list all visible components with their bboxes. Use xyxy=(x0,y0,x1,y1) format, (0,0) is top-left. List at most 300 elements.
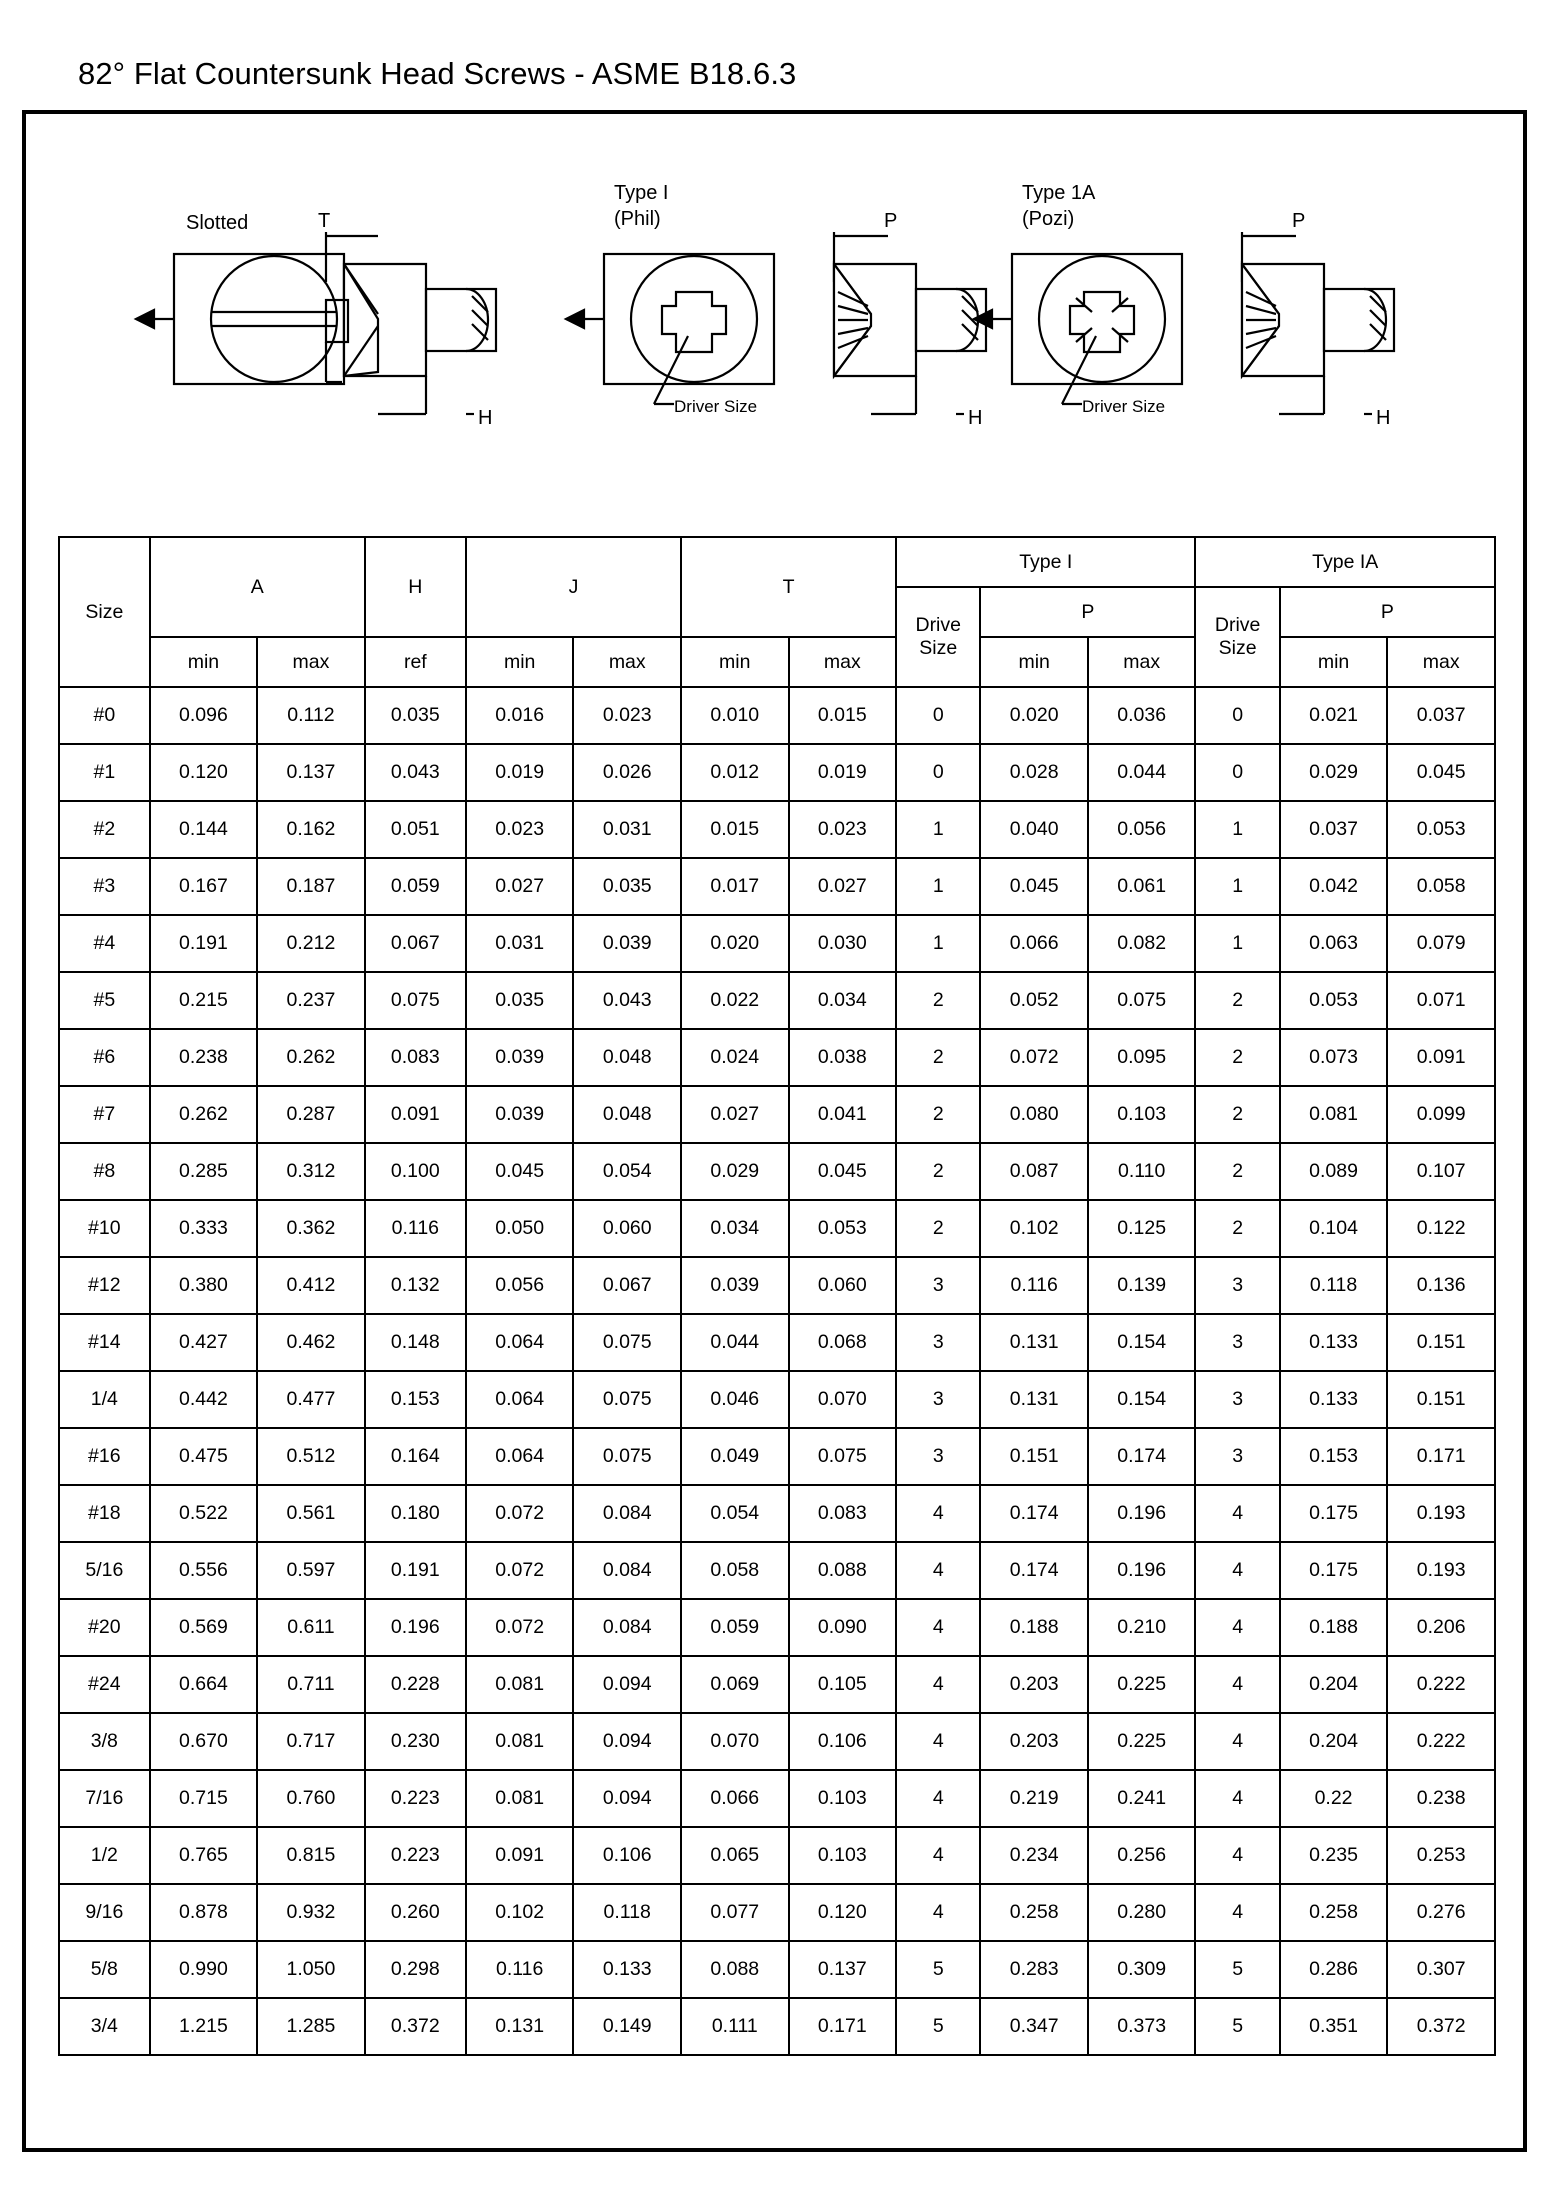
table-row xyxy=(59,1086,1495,1143)
table-head xyxy=(59,537,1495,687)
cell-value: 0.187 xyxy=(257,858,365,915)
cell-value: 0.225 xyxy=(1088,1713,1196,1770)
cell-value: 0.188 xyxy=(980,1599,1088,1656)
cell-value: 0.116 xyxy=(466,1941,574,1998)
cell-size: 1/4 xyxy=(59,1371,150,1428)
th-type-i-p: P xyxy=(980,587,1195,637)
cell-value: 0.148 xyxy=(365,1314,466,1371)
cell-value: 0.717 xyxy=(257,1713,365,1770)
cell-value: 0.137 xyxy=(257,744,365,801)
cell-value: 0.035 xyxy=(466,972,574,1029)
cell-value: 4 xyxy=(896,1542,980,1599)
cell-value: 3 xyxy=(896,1428,980,1485)
cell-size: #5 xyxy=(59,972,150,1029)
cell-value: 2 xyxy=(1195,1086,1279,1143)
cell-value: 0.073 xyxy=(1280,1029,1388,1086)
cell-value: 0.203 xyxy=(980,1656,1088,1713)
cell-size: 7/16 xyxy=(59,1770,150,1827)
cell-value: 0.333 xyxy=(150,1200,258,1257)
table-row xyxy=(59,1257,1495,1314)
cell-value: 0.069 xyxy=(681,1656,789,1713)
cell-value: 0.175 xyxy=(1280,1485,1388,1542)
cell-value: 0.075 xyxy=(573,1371,681,1428)
cell-value: 1.285 xyxy=(257,1998,365,2055)
cell-value: 0.196 xyxy=(1088,1542,1196,1599)
cell-value: 4 xyxy=(896,1770,980,1827)
diagram-label-type-i-line1: Type I xyxy=(614,182,669,204)
cell-value: 0.067 xyxy=(573,1257,681,1314)
cell-value: 2 xyxy=(1195,1029,1279,1086)
cell-size: 3/8 xyxy=(59,1713,150,1770)
table-row xyxy=(59,1143,1495,1200)
slotted-side-view xyxy=(318,210,496,429)
cell-value: 0.061 xyxy=(1088,858,1196,915)
cell-value: 0.083 xyxy=(789,1485,897,1542)
cell-value: 0.222 xyxy=(1387,1713,1495,1770)
cell-value: 0.094 xyxy=(573,1713,681,1770)
cell-value: 0.204 xyxy=(1280,1713,1388,1770)
cell-value: 0.569 xyxy=(150,1599,258,1656)
cell-value: 0.019 xyxy=(789,744,897,801)
cell-value: 0.072 xyxy=(980,1029,1088,1086)
th-type-i-drive-line1: Drive xyxy=(915,614,961,636)
cell-value: 0.206 xyxy=(1387,1599,1495,1656)
table-row xyxy=(59,915,1495,972)
cell-value: 0.081 xyxy=(466,1713,574,1770)
cell-value: 0.079 xyxy=(1387,915,1495,972)
cell-value: 0.103 xyxy=(789,1770,897,1827)
dimensions-table xyxy=(58,536,1496,2056)
cell-value: 0.046 xyxy=(681,1371,789,1428)
cell-value: 0.258 xyxy=(980,1884,1088,1941)
cell-value: 0.044 xyxy=(681,1314,789,1371)
th-type-ia-p-max: max xyxy=(1387,637,1495,687)
cell-value: 0.105 xyxy=(789,1656,897,1713)
screw-head-drawings xyxy=(26,114,1526,529)
cell-size: #12 xyxy=(59,1257,150,1314)
table-row xyxy=(59,1713,1495,1770)
cell-value: 0.068 xyxy=(789,1314,897,1371)
th-type-ia-drive-line1: Drive xyxy=(1214,614,1261,636)
cell-value: 0.107 xyxy=(1387,1143,1495,1200)
cell-value: 0.151 xyxy=(1387,1371,1495,1428)
th-j-min: min xyxy=(466,637,574,687)
cell-value: 0.081 xyxy=(466,1770,574,1827)
cell-value: 4 xyxy=(896,1827,980,1884)
cell-value: 0.017 xyxy=(681,858,789,915)
cell-value: 0.427 xyxy=(150,1314,258,1371)
cell-value: 2 xyxy=(896,972,980,1029)
cell-value: 0.103 xyxy=(789,1827,897,1884)
svg-text:P: P xyxy=(884,210,898,232)
th-j-max: max xyxy=(573,637,681,687)
table-row xyxy=(59,687,1495,744)
cell-value: 0.362 xyxy=(257,1200,365,1257)
table-row xyxy=(59,1884,1495,1941)
cell-value: 0.153 xyxy=(365,1371,466,1428)
cell-value: 4 xyxy=(896,1713,980,1770)
cell-value: 0.039 xyxy=(573,915,681,972)
diagram-label-type-1a-line1: Type 1A xyxy=(1022,182,1096,204)
cell-value: 0.151 xyxy=(980,1428,1088,1485)
th-type-ia-p: P xyxy=(1280,587,1495,637)
cell-value: 0.041 xyxy=(789,1086,897,1143)
cell-size: 3/4 xyxy=(59,1998,150,2055)
cell-value: 0.561 xyxy=(257,1485,365,1542)
cell-value: 0.035 xyxy=(365,687,466,744)
table-row xyxy=(59,1827,1495,1884)
cell-value: 0.110 xyxy=(1088,1143,1196,1200)
cell-value: 2 xyxy=(896,1029,980,1086)
cell-value: 0.372 xyxy=(1387,1998,1495,2055)
cell-value: 0.042 xyxy=(1280,858,1388,915)
cell-value: 0.522 xyxy=(150,1485,258,1542)
th-type-ia-drive-size xyxy=(1195,587,1279,687)
diagram-band xyxy=(26,114,1523,524)
cell-value: 0.088 xyxy=(681,1941,789,1998)
cell-value: 0.043 xyxy=(573,972,681,1029)
cell-value: 0.711 xyxy=(257,1656,365,1713)
cell-value: 0.052 xyxy=(980,972,1088,1029)
cell-value: 0.035 xyxy=(573,858,681,915)
cell-value: 0.196 xyxy=(1088,1485,1196,1542)
cell-value: 0.258 xyxy=(1280,1884,1388,1941)
cell-value: 3 xyxy=(896,1314,980,1371)
cell-value: 0.083 xyxy=(365,1029,466,1086)
cell-value: 0.223 xyxy=(365,1770,466,1827)
svg-text:H: H xyxy=(478,407,493,429)
cell-value: 3 xyxy=(1195,1257,1279,1314)
th-t: T xyxy=(681,537,896,637)
cell-value: 0.287 xyxy=(257,1086,365,1143)
cell-value: 0.099 xyxy=(1387,1086,1495,1143)
cell-value: 0.082 xyxy=(1088,915,1196,972)
cell-value: 1 xyxy=(896,858,980,915)
cell-value: 0.153 xyxy=(1280,1428,1388,1485)
th-type-i-p-max: max xyxy=(1088,637,1196,687)
cell-value: 0.096 xyxy=(150,687,258,744)
cell-value: 0.019 xyxy=(466,744,574,801)
cell-value: 0.990 xyxy=(150,1941,258,1998)
table-row xyxy=(59,1656,1495,1713)
cell-value: 4 xyxy=(896,1884,980,1941)
cell-value: 0.171 xyxy=(789,1998,897,2055)
cell-value: 0.283 xyxy=(980,1941,1088,1998)
cell-value: 3 xyxy=(1195,1314,1279,1371)
cell-value: 0 xyxy=(1195,744,1279,801)
cell-value: 0.053 xyxy=(1387,801,1495,858)
cell-value: 0.102 xyxy=(980,1200,1088,1257)
cell-value: 2 xyxy=(1195,972,1279,1029)
cell-value: 0.120 xyxy=(150,744,258,801)
cell-size: #8 xyxy=(59,1143,150,1200)
cell-value: 0.031 xyxy=(466,915,574,972)
cell-value: 0.878 xyxy=(150,1884,258,1941)
cell-value: 0.020 xyxy=(980,687,1088,744)
cell-value: 0.075 xyxy=(573,1428,681,1485)
cell-value: 0.196 xyxy=(365,1599,466,1656)
th-t-min: min xyxy=(681,637,789,687)
cell-value: 0.597 xyxy=(257,1542,365,1599)
cell-value: 0.151 xyxy=(1387,1314,1495,1371)
cell-value: 0.104 xyxy=(1280,1200,1388,1257)
cell-value: 0.219 xyxy=(980,1770,1088,1827)
cell-value: 0.475 xyxy=(150,1428,258,1485)
cell-size: 5/16 xyxy=(59,1542,150,1599)
slotted-top-view xyxy=(136,254,344,384)
cell-value: 0.222 xyxy=(1387,1656,1495,1713)
cell-value: 0.149 xyxy=(573,1998,681,2055)
cell-value: 0.164 xyxy=(365,1428,466,1485)
svg-text:T: T xyxy=(318,210,331,232)
cell-size: #2 xyxy=(59,801,150,858)
cell-value: 0.171 xyxy=(1387,1428,1495,1485)
cell-value: 0.038 xyxy=(789,1029,897,1086)
cell-value: 0.210 xyxy=(1088,1599,1196,1656)
cell-value: 0.067 xyxy=(365,915,466,972)
type-i-side-view xyxy=(834,210,986,429)
cell-value: 2 xyxy=(896,1086,980,1143)
cell-value: 0.234 xyxy=(980,1827,1088,1884)
cell-size: 5/8 xyxy=(59,1941,150,1998)
cell-value: 0.715 xyxy=(150,1770,258,1827)
cell-value: 0.286 xyxy=(1280,1941,1388,1998)
cell-value: 0.133 xyxy=(1280,1371,1388,1428)
cell-value: 0 xyxy=(896,687,980,744)
cell-value: 0.072 xyxy=(466,1542,574,1599)
cell-value: 0.070 xyxy=(681,1713,789,1770)
cell-value: 0.765 xyxy=(150,1827,258,1884)
diagram-label-slotted: Slotted xyxy=(186,212,249,234)
table-row xyxy=(59,1371,1495,1428)
cell-value: 0.044 xyxy=(1088,744,1196,801)
cell-value: 0.100 xyxy=(365,1143,466,1200)
cell-value: 4 xyxy=(1195,1485,1279,1542)
cell-value: 0.037 xyxy=(1280,801,1388,858)
cell-value: 0.154 xyxy=(1088,1371,1196,1428)
cell-size: 9/16 xyxy=(59,1884,150,1941)
th-a-min: min xyxy=(150,637,258,687)
driver-size-callout-type-1a: Driver Size xyxy=(1082,397,1166,416)
cell-value: 0.048 xyxy=(573,1029,681,1086)
table-row xyxy=(59,801,1495,858)
cell-value: 0.060 xyxy=(789,1257,897,1314)
svg-text:H: H xyxy=(1376,407,1391,429)
cell-value: 0.015 xyxy=(681,801,789,858)
cell-value: 0.238 xyxy=(1387,1770,1495,1827)
table-row xyxy=(59,1485,1495,1542)
cell-value: 0.174 xyxy=(980,1542,1088,1599)
cell-value: 0.228 xyxy=(365,1656,466,1713)
cell-value: 0.090 xyxy=(789,1599,897,1656)
cell-value: 0.188 xyxy=(1280,1599,1388,1656)
cell-value: 0.077 xyxy=(681,1884,789,1941)
cell-value: 2 xyxy=(896,1200,980,1257)
cell-value: 3 xyxy=(896,1257,980,1314)
th-a: A xyxy=(150,537,365,637)
cell-value: 0.137 xyxy=(789,1941,897,1998)
cell-value: 0.351 xyxy=(1280,1998,1388,2055)
cell-size: #3 xyxy=(59,858,150,915)
cell-value: 0.477 xyxy=(257,1371,365,1428)
th-a-max: max xyxy=(257,637,365,687)
cell-value: 0.081 xyxy=(466,1656,574,1713)
cell-value: 0.027 xyxy=(789,858,897,915)
cell-value: 0.065 xyxy=(681,1827,789,1884)
cell-value: 0.106 xyxy=(573,1827,681,1884)
cell-value: 0.238 xyxy=(150,1029,258,1086)
cell-value: 0.054 xyxy=(573,1143,681,1200)
cell-value: 0.144 xyxy=(150,801,258,858)
page-title: 82° Flat Countersunk Head Screws - ASME B18.6.3 xyxy=(78,56,797,91)
cell-value: 0.611 xyxy=(257,1599,365,1656)
type-i-top-view xyxy=(566,254,774,416)
cell-value: 0.075 xyxy=(365,972,466,1029)
cell-value: 0.815 xyxy=(257,1827,365,1884)
cell-value: 0.131 xyxy=(980,1371,1088,1428)
cell-value: 0.089 xyxy=(1280,1143,1388,1200)
cell-value: 0.050 xyxy=(466,1200,574,1257)
cell-value: 0.203 xyxy=(980,1713,1088,1770)
cell-value: 0.066 xyxy=(681,1770,789,1827)
cell-value: 4 xyxy=(896,1485,980,1542)
th-type-i: Type I xyxy=(896,537,1195,587)
cell-value: 4 xyxy=(1195,1770,1279,1827)
th-j: J xyxy=(466,537,681,637)
cell-size: #10 xyxy=(59,1200,150,1257)
cell-size: #24 xyxy=(59,1656,150,1713)
cell-value: 0.091 xyxy=(466,1827,574,1884)
cell-value: 0.075 xyxy=(1088,972,1196,1029)
cell-size: #18 xyxy=(59,1485,150,1542)
cell-value: 0.040 xyxy=(980,801,1088,858)
th-type-i-drive-size xyxy=(896,587,980,687)
cell-value: 0.056 xyxy=(466,1257,574,1314)
table-row xyxy=(59,1314,1495,1371)
cell-value: 0.080 xyxy=(980,1086,1088,1143)
cell-value: 0.091 xyxy=(365,1086,466,1143)
cell-value: 0.045 xyxy=(789,1143,897,1200)
cell-value: 0.059 xyxy=(681,1599,789,1656)
cell-value: 0.664 xyxy=(150,1656,258,1713)
cell-value: 0.053 xyxy=(1280,972,1388,1029)
cell-value: 0.111 xyxy=(681,1998,789,2055)
cell-value: 1 xyxy=(896,915,980,972)
th-h: H xyxy=(365,537,466,637)
cell-value: 0.026 xyxy=(573,744,681,801)
cell-value: 0.309 xyxy=(1088,1941,1196,1998)
th-h-ref: ref xyxy=(365,637,466,687)
table-row xyxy=(59,1998,1495,2055)
cell-value: 0.215 xyxy=(150,972,258,1029)
cell-value: 0.012 xyxy=(681,744,789,801)
cell-value: 0.307 xyxy=(1387,1941,1495,1998)
cell-value: 0.116 xyxy=(980,1257,1088,1314)
cell-value: 0.045 xyxy=(466,1143,574,1200)
cell-value: 0.081 xyxy=(1280,1086,1388,1143)
cell-value: 4 xyxy=(1195,1884,1279,1941)
cell-value: 0.088 xyxy=(789,1542,897,1599)
cell-value: 0.462 xyxy=(257,1314,365,1371)
cell-value: 0.131 xyxy=(980,1314,1088,1371)
cell-value: 0.087 xyxy=(980,1143,1088,1200)
cell-value: 0.22 xyxy=(1280,1770,1388,1827)
cell-value: 0.154 xyxy=(1088,1314,1196,1371)
dimensions-table-wrap xyxy=(58,536,1496,2056)
cell-value: 0.094 xyxy=(573,1656,681,1713)
cell-value: 0.193 xyxy=(1387,1542,1495,1599)
cell-value: 0.132 xyxy=(365,1257,466,1314)
cell-value: 0.412 xyxy=(257,1257,365,1314)
cell-value: 0.034 xyxy=(789,972,897,1029)
cell-value: 0.048 xyxy=(573,1086,681,1143)
cell-value: 0.191 xyxy=(150,915,258,972)
cell-value: 0.180 xyxy=(365,1485,466,1542)
table-row xyxy=(59,1941,1495,1998)
diagram-label-type-i-line2: (Phil) xyxy=(614,208,661,230)
cell-value: 5 xyxy=(1195,1941,1279,1998)
cell-value: 0.064 xyxy=(466,1428,574,1485)
cell-value: 4 xyxy=(896,1599,980,1656)
cell-value: 0.064 xyxy=(466,1371,574,1428)
svg-text:P: P xyxy=(1292,210,1306,232)
cell-value: 0.262 xyxy=(257,1029,365,1086)
cell-value: 0.225 xyxy=(1088,1656,1196,1713)
cell-size: #16 xyxy=(59,1428,150,1485)
cell-value: 0.237 xyxy=(257,972,365,1029)
cell-value: 0.235 xyxy=(1280,1827,1388,1884)
cell-value: 0.072 xyxy=(466,1485,574,1542)
table-row xyxy=(59,1599,1495,1656)
cell-value: 0.071 xyxy=(1387,972,1495,1029)
table-row xyxy=(59,1542,1495,1599)
svg-text:H: H xyxy=(968,407,983,429)
cell-value: 0.442 xyxy=(150,1371,258,1428)
cell-value: 0.174 xyxy=(980,1485,1088,1542)
cell-value: 0.039 xyxy=(466,1029,574,1086)
cell-value: 0.094 xyxy=(573,1770,681,1827)
cell-value: 0.058 xyxy=(1387,858,1495,915)
cell-size: #6 xyxy=(59,1029,150,1086)
type-1a-top-view xyxy=(974,254,1182,416)
th-size: Size xyxy=(59,537,150,687)
cell-value: 0.039 xyxy=(681,1257,789,1314)
cell-value: 0.204 xyxy=(1280,1656,1388,1713)
cell-value: 0.118 xyxy=(573,1884,681,1941)
cell-value: 4 xyxy=(1195,1713,1279,1770)
cell-value: 0.084 xyxy=(573,1599,681,1656)
table-body xyxy=(59,687,1495,2055)
cell-value: 2 xyxy=(1195,1200,1279,1257)
cell-size: #4 xyxy=(59,915,150,972)
cell-value: 0.223 xyxy=(365,1827,466,1884)
cell-value: 5 xyxy=(1195,1998,1279,2055)
cell-value: 0.103 xyxy=(1088,1086,1196,1143)
cell-value: 5 xyxy=(896,1941,980,1998)
cell-value: 0.312 xyxy=(257,1143,365,1200)
cell-value: 0.372 xyxy=(365,1998,466,2055)
cell-value: 2 xyxy=(896,1143,980,1200)
cell-value: 0.091 xyxy=(1387,1029,1495,1086)
cell-value: 0.193 xyxy=(1387,1485,1495,1542)
cell-size: #0 xyxy=(59,687,150,744)
cell-value: 0.021 xyxy=(1280,687,1388,744)
cell-value: 0.010 xyxy=(681,687,789,744)
cell-value: 0.556 xyxy=(150,1542,258,1599)
cell-value: 0.106 xyxy=(789,1713,897,1770)
table-row xyxy=(59,858,1495,915)
cell-value: 0.380 xyxy=(150,1257,258,1314)
